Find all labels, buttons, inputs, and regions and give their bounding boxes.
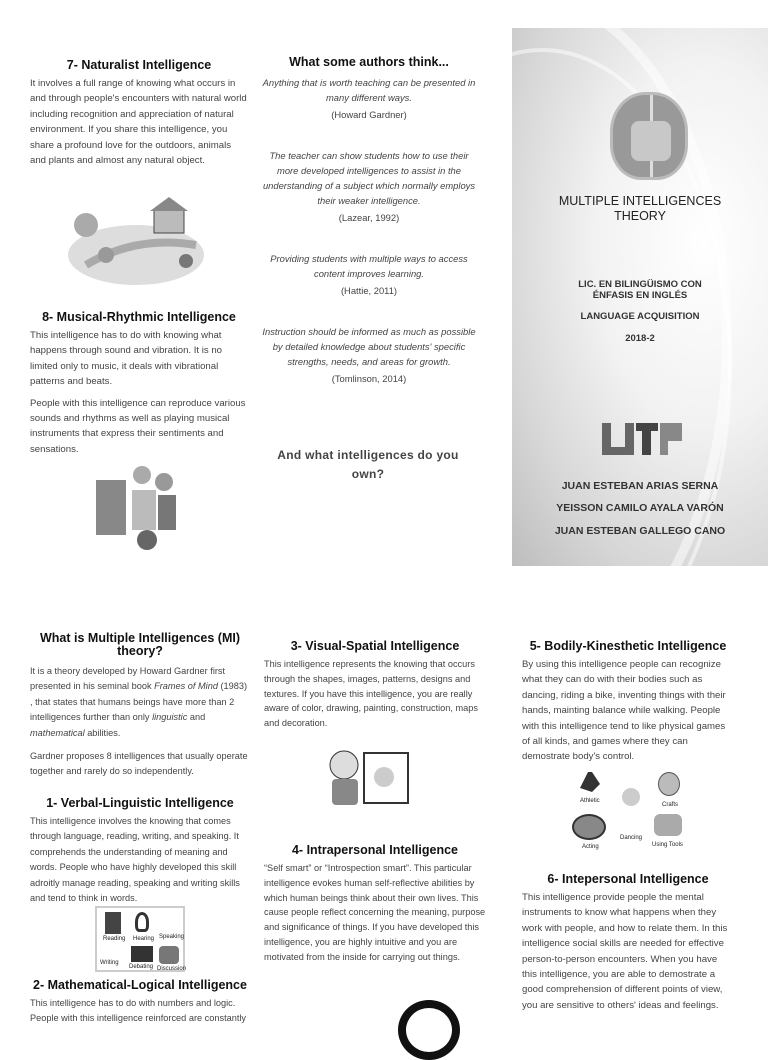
section-text: This intelligence has to do with numbers and logic. People with this intelligence reinforced are constantly — [30, 998, 247, 1024]
math-section — [30, 978, 250, 1027]
naturalist-section — [30, 58, 248, 168]
section-text: This intelligence involves the knowing that comes through language, reading, writing, and speaking. It comprehends the understanding of meaning and words. People who have highly developed this skill adroitly manage reading, speaking and writing skills and tend to think in words. — [30, 816, 240, 904]
authors-section — [258, 55, 480, 384]
brain-logo-icon — [610, 92, 688, 180]
quote: Providing students with multiple ways to access content improves learning. (Hattie, 2011) — [270, 253, 468, 296]
quote: Instruction should be informed as much as possible by detailed knowledge about students' specific strengths, needs, and areas for growth. (Tomlinson, 2014) — [262, 326, 476, 384]
section-text: It involves a full range of knowing what occurs in and through people's encounters with natural world including recognition and appreciation of natural environment. If you share this intelligence, you share a profound love for the outdoors, animals and plants and almost any natural object. — [30, 78, 247, 167]
section-title: 5- Bodily-Kinesthetic Intelligence — [529, 639, 727, 653]
authors-title: What some authors think... — [289, 55, 449, 69]
cover-title-2: THEORY — [614, 209, 666, 223]
verbal-section — [30, 796, 250, 906]
author-name: JUAN ESTEBAN ARIAS SERNA — [561, 480, 719, 492]
program: LIC. EN BILINGÜISMO CON — [578, 279, 702, 290]
author-name: JUAN ESTEBAN GALLEGO CANO — [554, 525, 726, 537]
intrapersonal-illustration — [398, 1000, 460, 1060]
section-title: 2- Mathematical-Logical Intelligence — [33, 978, 247, 992]
section-text: This intelligence has to do with knowing what happens through sound and vibration. It is no limited only to music, it deals with vibrational patterns and beats. — [30, 330, 223, 388]
quote: The teacher can show students how to use their more developed intelligences to assist in the understanding of a subject which normally employs their weaker intelligence. (Lazear, 1992) — [262, 150, 476, 223]
section-text: This intelligence represents the knowing that occurs through the shapes, images, patterns, designs and textures. If you have this intelligence, you are really aware of color, drawing, painting, construction, maps and decoration. — [264, 659, 478, 729]
visual-section — [264, 639, 486, 731]
section-text: This intelligence provide people the mental instruments to know what happens when they work with people, and how to relate them. In this intelligence social skills are needed for effective person-to-person encounters. When you have this intelligence, you are able to demostrate a good comprehension of different points of view, you are sensitive to others' ideas and feelings. — [522, 892, 728, 1011]
naturalist-illustration — [66, 195, 206, 290]
section-title: 8- Musical-Rhythmic Intelligence — [42, 310, 236, 324]
section-title: What is Multiple Intelligences (MI) theory? — [39, 631, 240, 658]
section-text: “Self smart” or “Introspection smart”. This particular intelligence evokes human self-reflective abilities by which human beings think about their own lives. This cause people reflect concerning the meaning, purpose and significance of things. If you have developed this intelligence, you are highly intuitive and you are motivated from the inside for carrying out things. — [264, 863, 486, 962]
visual-illustration — [322, 745, 412, 813]
bodily-illustration: Athletic Crafts Dancing Acting Using Tools — [570, 770, 690, 856]
quote: Anything that is worth teaching can be presented in many different ways. (Howard Gardner) — [262, 77, 476, 120]
author-name: YEISSON CAMILO AYALA VARÓN — [556, 502, 724, 514]
verbal-illustration: Reading Hearing Speaking Writing Debating Discussion — [95, 906, 185, 972]
section-text: Gardner proposes 8 intelligences that usually operate together and rarely do so independently. — [30, 751, 248, 777]
cover-title: MULTIPLE INTELLIGENCES — [558, 194, 722, 208]
section-text: By using this intelligence people can recognize what they can do with their bodies such as dancing, riding a bike, inventing things with their hands, mainting balance while walking. People with this intelligence tend to like physical games of all kinds, and games where they can demostrate body's control. — [522, 659, 726, 763]
intrapersonal-section — [264, 843, 486, 965]
term: 2018-2 — [625, 333, 655, 344]
section-title: 3- Visual-Spatial Intelligence — [290, 639, 460, 653]
section-title: 4- Intrapersonal Intelligence — [291, 843, 458, 857]
interpersonal-section — [522, 872, 734, 1013]
course: LANGUAGE ACQUISITION — [580, 311, 700, 322]
utp-logo — [602, 421, 682, 455]
section-text: People with this intelligence can reproduce various sounds and rhythms as well as playing musical instruments that express their sentiments and sensations. — [30, 397, 246, 455]
section-title: 1- Verbal-Linguistic Intelligence — [46, 796, 234, 810]
musical-section — [30, 310, 248, 457]
program-2: ÉNFASIS EN INGLÉS — [592, 290, 688, 301]
section-text: It is a theory developed by Howard Gardner first presented in his seminal book Frames of Mind (1983) , that states that humans beings have more than 2 intelligences further than only linguistic and mathematical abilities. — [30, 666, 248, 738]
musical-illustration — [92, 460, 184, 555]
mi-section — [30, 632, 250, 780]
bodily-section — [522, 639, 734, 765]
closing-question: And what intelligences do you own? — [277, 448, 459, 481]
cover-panel — [512, 28, 768, 566]
section-title: 6- Intepersonal Intelligence — [547, 872, 709, 886]
section-title: 7- Naturalist Intelligence — [66, 58, 212, 72]
